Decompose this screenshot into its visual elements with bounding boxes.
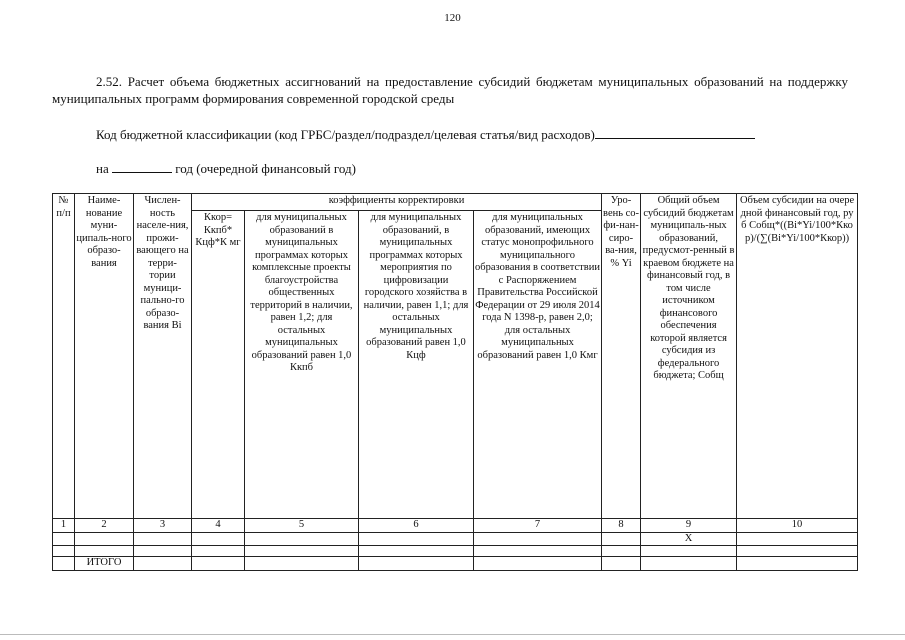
empty-cell <box>359 557 474 571</box>
empty-cell <box>602 546 641 557</box>
header-cofinancing-level: Уро-вень со-фи-нан-сиро-ва-ния, % Yi <box>602 194 641 519</box>
page-number: 120 <box>444 12 461 24</box>
fiscal-year-suffix: год (очередной финансовый год) <box>175 161 356 176</box>
column-number: 9 <box>641 519 737 533</box>
empty-cell <box>641 546 737 557</box>
header-kkor: Ккор= Ккпб* Кцф*К мг <box>192 211 245 519</box>
empty-cell <box>641 557 737 571</box>
table-row <box>53 532 858 546</box>
empty-cell <box>53 532 75 546</box>
empty-cell <box>359 546 474 557</box>
header-population: Числен-ность населе-ния, прожи-вающего на терри-тории муници-пально-го образо-вания Bi <box>134 194 192 519</box>
column-number: 6 <box>359 519 474 533</box>
section-heading: 2.52. Расчет объема бюджетных ассигнований на предоставление субсидий бюджетам муниципальных образований на поддержку муниципальных программ формирования современной городской среды <box>52 74 848 106</box>
header-municipality: Наиме-нование муни-ципаль-ного образо-вания <box>75 194 134 519</box>
page-bottom-rule <box>0 634 905 635</box>
header-subsidy-amount: Объем субсидии на очередной финансовый год, руб Собщ*((Bi*Yi/100*Ккор)/(∑(Bi*Yi/100*Ккор)) <box>737 194 858 519</box>
header-kcf: для муниципальных образований, в муниципальных программах которых мероприятия по цифровизации городского хозяйства в наличии, равен 1,1; для остальных муниципальных образований равен 1,0 Кцф <box>359 211 474 519</box>
fiscal-year-blank <box>112 160 172 173</box>
header-total-subsidy: Общий объем субсидий бюджетам муниципаль-ных образований, предусмот-ренный в краевом бюджете на финансовый год, в том числе источником финансового обеспечения которой является субсидия из федерального бюджета; Собщ <box>641 194 737 519</box>
empty-cell <box>737 546 858 557</box>
empty-cell <box>134 557 192 571</box>
empty-cell <box>53 546 75 557</box>
empty-cell <box>192 546 245 557</box>
empty-cell <box>245 557 359 571</box>
column-number: 8 <box>602 519 641 533</box>
empty-cell <box>737 532 858 546</box>
budget-code-label: Код бюджетной классификации (код ГРБС/раздел/подраздел/целевая статья/вид расходов) <box>96 127 595 142</box>
total-row <box>53 557 858 571</box>
empty-cell <box>737 557 858 571</box>
empty-cell <box>192 557 245 571</box>
empty-cell <box>75 532 134 546</box>
column-number: 10 <box>737 519 858 533</box>
empty-cell <box>474 557 602 571</box>
budget-code-blank <box>595 126 755 139</box>
empty-cell <box>602 557 641 571</box>
x-mark: X <box>641 532 737 546</box>
empty-cell <box>75 546 134 557</box>
header-kmg: для муниципальных образований, имеющих статус монопрофильного муниципального образования в соответствии с Распоряжением Правительства Российской Федерации от 29 июля 2014 года N 1398-р, равен 2,0; для остальных муниципальных образований равен 1,0 Кмг <box>474 211 602 519</box>
budget-code-line <box>96 126 856 143</box>
header-kkpb: для муниципальных образований в муниципальных программах которых комплексные проекты благоустройства общественных территорий в наличии, равен 1,2; для остальных муниципальных образований равен 1,0 Ккпб <box>245 211 359 519</box>
empty-cell <box>53 557 75 571</box>
column-number: 4 <box>192 519 245 533</box>
column-number: 5 <box>245 519 359 533</box>
empty-cell <box>245 532 359 546</box>
column-number: 3 <box>134 519 192 533</box>
empty-cell <box>474 532 602 546</box>
empty-cell <box>245 546 359 557</box>
column-number: 2 <box>75 519 134 533</box>
column-number: 1 <box>53 519 75 533</box>
empty-cell <box>192 532 245 546</box>
empty-cell <box>474 546 602 557</box>
subsidy-calculation-table <box>52 193 858 571</box>
column-number: 7 <box>474 519 602 533</box>
empty-cell <box>134 532 192 546</box>
header-correction-coefficients: коэффициенты корректировки <box>192 194 602 211</box>
empty-cell <box>359 532 474 546</box>
fiscal-year-line <box>96 160 696 177</box>
empty-cell <box>134 546 192 557</box>
table-row <box>53 546 858 557</box>
fiscal-year-prefix: на <box>96 161 109 176</box>
empty-cell <box>602 532 641 546</box>
total-label: ИТОГО <box>75 557 134 571</box>
header-index: № п/п <box>53 194 75 519</box>
